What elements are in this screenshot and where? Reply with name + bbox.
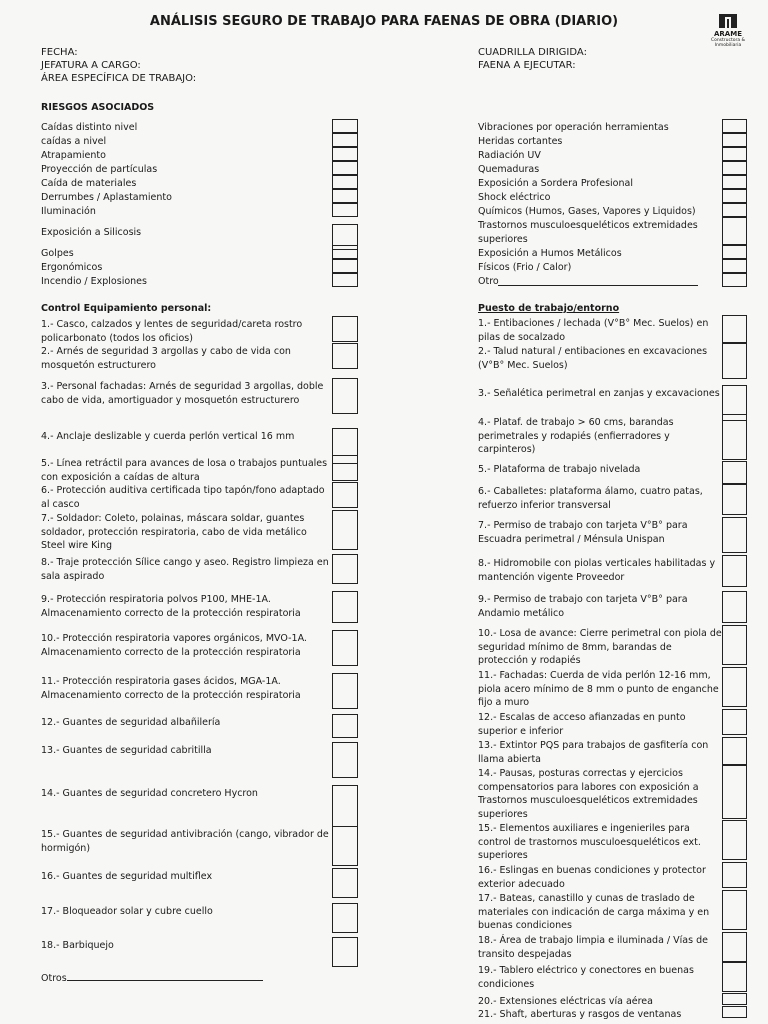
puesto-item-15-line: superiores <box>478 850 528 861</box>
header-field-jefatura: JEFATURA A CARGO: <box>41 60 141 71</box>
epp-item-2-line: mosquetón estructurero <box>41 359 156 371</box>
riesgo-izq-9-line: Golpes <box>41 248 74 259</box>
epp-item-7-checkbox[interactable] <box>332 510 358 550</box>
puesto-item-17-line: 17.- Bateas, canastillo y cunas de traslado de <box>478 893 695 904</box>
puesto-item-6-checkbox[interactable] <box>722 483 747 515</box>
epp-item-12-label <box>41 716 326 730</box>
puesto-item-8-line: mantención vigente Proveedor <box>478 571 625 583</box>
puesto-item-6-line: refuerzo inferior transversal <box>478 499 611 511</box>
puesto-item-3-label <box>478 387 718 401</box>
epp-item-15-checkbox[interactable] <box>332 826 358 866</box>
puesto-item-21-checkbox[interactable] <box>722 1006 747 1018</box>
logo-mark-icon <box>719 14 737 28</box>
puesto-item-13-checkbox[interactable] <box>722 737 747 765</box>
puesto-item-19-line: condiciones <box>478 978 535 990</box>
riesgo-der-4-checkbox[interactable] <box>722 161 747 175</box>
epp-item-16-label <box>41 870 326 884</box>
epp-item-14-line: 14.- Guantes de seguridad concretero Hycron <box>41 788 258 799</box>
riesgo-der-1-checkbox[interactable] <box>722 119 747 133</box>
riesgo-der-11-checkbox[interactable] <box>722 273 747 287</box>
puesto-item-1-checkbox[interactable] <box>722 315 747 343</box>
epp-item-17-line: 17.- Bloqueador solar y cubre cuello <box>41 906 213 917</box>
epp-item-14-label <box>41 787 326 801</box>
riesgo-der-6-line: Shock eléctrico <box>478 192 551 203</box>
puesto-item-16-line: 16.- Eslingas en buenas condiciones y protector <box>478 865 706 876</box>
riesgo-izq-6-checkbox[interactable] <box>332 189 358 203</box>
puesto-item-11-line: 11.- Fachadas: Cuerda de vida perlón 12-16 mm, <box>478 670 711 681</box>
riesgo-der-10-line: Físicos (Frio / Calor) <box>478 262 572 273</box>
puesto-item-14-line: compensatorios para labores con exposición a <box>478 781 699 793</box>
puesto-item-7-checkbox[interactable] <box>722 517 747 553</box>
epp-item-9-checkbox[interactable] <box>332 591 358 623</box>
epp-item-8-checkbox[interactable] <box>332 554 358 584</box>
epp-item-7-line: Steel wire King <box>41 540 112 551</box>
riesgo-der-9-checkbox[interactable] <box>722 245 747 259</box>
riesgo-der-11-label <box>478 275 708 289</box>
puesto-item-6-line: 6.- Caballetes: plataforma álamo, cuatro patas, <box>478 486 703 497</box>
riesgo-izq-10-label <box>41 261 321 275</box>
header-field-area: ÁREA ESPECÍFICA DE TRABAJO: <box>41 73 197 84</box>
puesto-item-12-line: 12.- Escalas de acceso afianzadas en punto <box>478 712 686 723</box>
puesto-item-11-label <box>478 669 718 710</box>
puesto-item-7-line: 7.- Permiso de trabajo con tarjeta V°B° para <box>478 520 688 531</box>
riesgo-izq-2-line: caídas a nivel <box>41 136 107 147</box>
epp-item-6-line: al casco <box>41 498 80 510</box>
riesgo-izq-8-line: Exposición a Silicosis <box>41 227 142 238</box>
puesto-item-5-line: 5.- Plataforma de trabajo nivelada <box>478 464 641 475</box>
epp-item-8-line: 8.- Traje protección Sílice cango y aseo. Registro limpieza en <box>41 557 329 568</box>
epp-item-18-label <box>41 939 326 953</box>
epp-item-9-label <box>41 593 326 620</box>
puesto-item-20-line: 20.- Extensiones eléctricas vía aérea <box>478 996 653 1007</box>
riesgo-izq-9-label <box>41 247 321 261</box>
riesgo-izq-5-label <box>41 177 321 191</box>
epp-item-4-label <box>41 430 326 444</box>
epp-item-9-line: Almacenamiento correcto de la protección respiratoria <box>41 607 301 619</box>
riesgo-izq-4-label <box>41 163 321 177</box>
puesto-item-1-line: 1.- Entibaciones / lechada (V°B° Mec. Suelos) en <box>478 318 709 329</box>
puesto-item-10-line: 10.- Losa de avance: Cierre perimetral con piola de <box>478 628 722 639</box>
puesto-item-17-line: buenas condiciones <box>478 920 572 931</box>
logo-subtitle: Constructora & Inmobiliaria <box>710 38 746 48</box>
riesgo-izq-2-checkbox[interactable] <box>332 133 358 147</box>
riesgo-der-9-line: Exposición a Humos Metálicos <box>478 248 622 259</box>
puesto-item-15-line: control de trastornos musculoesqueléticos ext. <box>478 836 701 848</box>
riesgo-der-7-line: Químicos (Humos, Gases, Vapores y Liquidos) <box>478 206 696 217</box>
riesgo-izq-2-label <box>41 135 321 149</box>
puesto-item-19-checkbox[interactable] <box>722 962 747 992</box>
puesto-item-2-line: 2.- Talud natural / entibaciones en excavaciones <box>478 346 708 357</box>
riesgo-der-8-label <box>478 219 708 246</box>
header-left <box>41 46 196 85</box>
epp-item-1-line: policarbonato (todos los oficios) <box>41 332 193 344</box>
epp-otros-blank-line[interactable] <box>67 970 263 981</box>
epp-item-13-label <box>41 744 326 758</box>
puesto-item-18-line: transito despejadas <box>478 948 572 960</box>
section-riesgos-title: RIESGOS ASOCIADOS <box>41 102 155 113</box>
puesto-item-17-label <box>478 892 718 933</box>
riesgo-der-8-checkbox[interactable] <box>722 217 747 245</box>
puesto-item-4-label <box>478 416 718 457</box>
riesgo-der-5-checkbox[interactable] <box>722 175 747 189</box>
epp-item-13-checkbox[interactable] <box>332 742 358 778</box>
puesto-item-1-line: pilas de socalzado <box>478 331 566 343</box>
puesto-item-5-label <box>478 463 718 477</box>
riesgo-izq-11-checkbox[interactable] <box>332 273 358 287</box>
epp-item-10-line: Almacenamiento correcto de la protección respiratoria <box>41 646 301 658</box>
epp-item-7-label <box>41 512 326 553</box>
riesgo-der-1-label <box>478 121 708 135</box>
epp-item-5-line: con exposición a caídas de altura <box>41 471 200 483</box>
puesto-item-7-line: Escuadra perimetral / Ménsula Unispan <box>478 533 665 545</box>
puesto-item-11-line: fijo a muro <box>478 697 530 708</box>
riesgo-izq-1-line: Caídas distinto nivel <box>41 122 138 133</box>
puesto-item-5-checkbox[interactable] <box>722 461 747 485</box>
puesto-item-1-label <box>478 317 718 344</box>
puesto-item-16-label <box>478 864 718 891</box>
puesto-item-19-line: 19.- Tablero eléctrico y conectores en buenas <box>478 965 694 976</box>
epp-item-15-line: 15.- Guantes de seguridad antivibración (cango, vibrador de <box>41 829 329 840</box>
epp-item-16-checkbox[interactable] <box>332 868 358 898</box>
epp-item-5-line: 5.- Línea retráctil para avances de losa o trabajos puntuales <box>41 458 328 469</box>
puesto-item-14-line: 14.- Pausas, posturas correctas y ejercicios <box>478 768 683 779</box>
puesto-item-11-checkbox[interactable] <box>722 667 747 707</box>
puesto-item-12-label <box>478 711 718 738</box>
section-epp-title: Control Equipamiento personal: <box>41 303 212 314</box>
riesgo-der-2-label <box>478 135 708 149</box>
epp-item-9-line: 9.- Protección respiratoria polvos P100, MHE-1A. <box>41 594 271 605</box>
puesto-item-11-line: piola acero mínimo de 8 mm o punto de enganche <box>478 683 719 695</box>
epp-item-18-line: 18.- Barbiquejo <box>41 940 114 951</box>
epp-item-1-line: 1.- Casco, calzados y lentes de seguridad/careta rostro <box>41 319 303 330</box>
epp-item-17-label <box>41 905 326 919</box>
puesto-item-14-line: superiores <box>478 808 528 820</box>
riesgo-izq-9-checkbox[interactable] <box>332 245 358 259</box>
puesto-item-13-label <box>478 739 718 766</box>
epp-item-17-checkbox[interactable] <box>332 903 358 933</box>
puesto-item-15-label <box>478 822 718 863</box>
header-field-fecha: FECHA: <box>41 47 78 58</box>
riesgo-izq-5-checkbox[interactable] <box>332 175 358 189</box>
riesgo-der-10-label <box>478 261 708 275</box>
puesto-item-10-checkbox[interactable] <box>722 625 747 665</box>
riesgo-izq-6-line: Derrumbes / Aplastamiento <box>41 192 172 203</box>
riesgo-der-11-line: Otro <box>478 276 499 287</box>
epp-item-15-label <box>41 828 329 855</box>
epp-otros-text: Otros <box>41 973 67 984</box>
puesto-item-10-label <box>478 627 722 668</box>
puesto-item-20-checkbox[interactable] <box>722 993 747 1005</box>
epp-item-12-checkbox[interactable] <box>332 714 358 738</box>
epp-item-6-line: 6.- Protección auditiva certificada tipo tapón/fono adaptado <box>41 485 325 496</box>
epp-item-2-line: 2.- Arnés de seguridad 3 argollas y cabo de vida con <box>41 346 291 357</box>
puesto-item-21-line: 21.- Shaft, aberturas y rasgos de ventanas <box>478 1009 682 1020</box>
epp-item-4-line: 4.- Anclaje deslizable y cuerda perlón vertical 16 mm <box>41 431 295 442</box>
riesgo-der-3-line: Radiación UV <box>478 150 541 161</box>
puesto-item-6-label <box>478 485 718 512</box>
epp-item-3-line: cabo de vida, amortiguador y mosquetón estructurero <box>41 394 300 406</box>
epp-item-11-line: Almacenamiento correcto de la protección respiratoria <box>41 689 301 701</box>
riesgo-izq-8-label <box>41 226 321 240</box>
riesgo-izq-1-checkbox[interactable] <box>332 119 358 133</box>
puesto-item-9-line: Andamio metálico <box>478 607 565 619</box>
puesto-item-16-checkbox[interactable] <box>722 862 747 888</box>
epp-item-18-checkbox[interactable] <box>332 937 358 967</box>
puesto-item-16-line: exterior adecuado <box>478 878 565 890</box>
riesgo-izq-1-label <box>41 121 321 135</box>
epp-item-1-label <box>41 318 326 345</box>
riesgo-izq-4-line: Proyección de partículas <box>41 164 158 175</box>
puesto-item-8-checkbox[interactable] <box>722 555 747 587</box>
puesto-item-18-checkbox[interactable] <box>722 932 747 962</box>
epp-item-3-checkbox[interactable] <box>332 378 358 414</box>
epp-item-11-checkbox[interactable] <box>332 673 358 709</box>
puesto-item-19-label <box>478 964 718 991</box>
section-puesto-title: Puesto de trabajo/entorno <box>478 303 620 314</box>
puesto-item-15-checkbox[interactable] <box>722 820 747 860</box>
puesto-item-4-line: carpinteros) <box>478 444 536 455</box>
epp-item-11-label <box>41 675 326 702</box>
puesto-item-10-line: seguridad mínimo de 8mm, barandas de <box>478 641 672 653</box>
puesto-item-8-line: 8.- Hidromobile con piolas verticales habilitadas y <box>478 558 716 569</box>
riesgo-der-7-label <box>478 205 708 219</box>
epp-item-10-line: 10.- Protección respiratoria vapores orgánicos, MVO-1A. <box>41 633 307 644</box>
epp-otros-label <box>41 970 263 986</box>
puesto-item-9-checkbox[interactable] <box>722 591 747 623</box>
logo-name: ARAME <box>714 30 742 38</box>
riesgo-der-2-checkbox[interactable] <box>722 133 747 147</box>
puesto-item-8-label <box>478 557 718 584</box>
puesto-item-17-checkbox[interactable] <box>722 890 747 930</box>
riesgo-der-8-line: superiores <box>478 233 528 245</box>
riesgo-otro-blank-line[interactable] <box>498 285 698 286</box>
puesto-item-4-line: perimetrales y rodapiés (enfierradores y <box>478 430 670 442</box>
riesgo-der-4-label <box>478 163 708 177</box>
puesto-item-9-line: 9.- Permiso de trabajo con tarjeta V°B° para <box>478 594 688 605</box>
epp-item-11-line: 11.- Protección respiratoria gases ácidos, MGA-1A. <box>41 676 281 687</box>
epp-item-12-line: 12.- Guantes de seguridad albañilería <box>41 717 221 728</box>
riesgo-izq-3-checkbox[interactable] <box>332 147 358 161</box>
epp-item-7-line: soldador, protección respiratoria, cabo de vida metálico <box>41 526 307 538</box>
puesto-item-7-label <box>478 519 718 546</box>
puesto-item-15-line: 15.- Elementos auxiliares e ingenieriles para <box>478 823 690 834</box>
riesgo-der-9-label <box>478 247 708 261</box>
epp-item-6-label <box>41 484 326 511</box>
riesgo-izq-3-line: Atrapamiento <box>41 150 106 161</box>
riesgo-der-1-line: Vibraciones por operación herramientas <box>478 122 669 133</box>
epp-item-3-line: 3.- Personal fachadas: Arnés de seguridad 3 argollas, doble <box>41 381 324 392</box>
riesgo-izq-11-line: Incendio / Explosiones <box>41 276 147 287</box>
riesgo-der-3-checkbox[interactable] <box>722 147 747 161</box>
puesto-item-13-line: 13.- Extintor PQS para trabajos de gasfitería con <box>478 740 709 751</box>
epp-item-1-checkbox[interactable] <box>332 316 358 342</box>
puesto-item-18-line: 18.- Área de trabajo limpia e iluminada / Vías de <box>478 935 708 946</box>
riesgo-izq-4-checkbox[interactable] <box>332 161 358 175</box>
riesgo-der-10-checkbox[interactable] <box>722 259 747 273</box>
epp-item-6-checkbox[interactable] <box>332 482 358 508</box>
puesto-item-9-label <box>478 593 718 620</box>
puesto-item-14-checkbox[interactable] <box>722 765 747 819</box>
header-field-cuadrilla: CUADRILLA DIRIGIDA: <box>478 47 587 58</box>
riesgo-izq-7-checkbox[interactable] <box>332 203 358 217</box>
puesto-item-2-checkbox[interactable] <box>722 343 747 379</box>
epp-item-15-line: hormigón) <box>41 842 91 854</box>
riesgo-der-2-line: Heridas cortantes <box>478 136 563 147</box>
epp-item-5-checkbox[interactable] <box>332 455 358 481</box>
puesto-item-10-line: protección y rodapiés <box>478 655 581 666</box>
puesto-item-3-line: 3.- Señalética perimetral en zanjas y excavaciones <box>478 388 720 399</box>
document-title: ANÁLISIS SEGURO DE TRABAJO PARA FAENAS DE OBRA (DIARIO) <box>149 14 619 29</box>
epp-item-2-checkbox[interactable] <box>332 343 358 369</box>
riesgo-der-3-label <box>478 149 708 163</box>
riesgo-izq-10-line: Ergonómicos <box>41 262 103 273</box>
riesgo-der-7-checkbox[interactable] <box>722 203 747 217</box>
puesto-item-12-line: superior e inferior <box>478 725 564 737</box>
epp-item-8-label <box>41 556 329 583</box>
puesto-item-13-line: llama abierta <box>478 753 541 765</box>
company-logo <box>700 14 756 48</box>
puesto-item-20-label <box>478 995 718 1009</box>
riesgo-izq-3-label <box>41 149 321 163</box>
puesto-item-12-checkbox[interactable] <box>722 709 747 735</box>
puesto-item-4-line: 4.- Plataf. de trabajo > 60 cms, barandas <box>478 417 674 428</box>
epp-item-16-line: 16.- Guantes de seguridad multiflex <box>41 871 213 882</box>
riesgo-izq-5-line: Caída de materiales <box>41 178 137 189</box>
riesgo-der-4-line: Quemaduras <box>478 164 540 175</box>
puesto-item-2-label <box>478 345 718 372</box>
puesto-item-17-line: materiales con indicación de carga máxima y en <box>478 906 710 918</box>
epp-item-8-line: sala aspirado <box>41 570 105 582</box>
puesto-item-21-label <box>478 1008 718 1022</box>
riesgo-izq-10-checkbox[interactable] <box>332 259 358 273</box>
puesto-item-14-line: Trastornos musculoesqueléticos extremidades <box>478 795 698 806</box>
puesto-item-2-line: (V°B° Mec. Suelos) <box>478 359 568 371</box>
riesgo-der-6-label <box>478 191 708 205</box>
riesgo-der-5-label <box>478 177 708 191</box>
epp-item-2-label <box>41 345 326 372</box>
epp-item-10-checkbox[interactable] <box>332 630 358 666</box>
epp-item-13-line: 13.- Guantes de seguridad cabritilla <box>41 745 212 756</box>
epp-item-7-line: 7.- Soldador: Coleto, polainas, máscara soldar, guantes <box>41 513 305 524</box>
header-field-faena: FAENA A EJECUTAR: <box>478 60 576 71</box>
epp-item-10-label <box>41 632 326 659</box>
epp-item-3-label <box>41 380 326 407</box>
puesto-item-4-checkbox[interactable] <box>722 414 747 460</box>
riesgo-izq-11-label <box>41 275 321 289</box>
riesgo-izq-7-line: Iluminación <box>41 206 96 217</box>
puesto-item-14-label <box>478 767 718 821</box>
riesgo-der-5-line: Exposición a Sordera Profesional <box>478 178 633 189</box>
header-right <box>478 46 587 72</box>
riesgo-izq-6-label <box>41 191 321 205</box>
riesgo-izq-7-label <box>41 205 321 219</box>
puesto-item-18-label <box>478 934 718 961</box>
riesgo-der-8-line: Trastornos musculoesqueléticos extremidades <box>478 220 698 231</box>
epp-item-5-label <box>41 457 326 484</box>
epp-item-14-checkbox[interactable] <box>332 785 358 827</box>
riesgo-der-6-checkbox[interactable] <box>722 189 747 203</box>
